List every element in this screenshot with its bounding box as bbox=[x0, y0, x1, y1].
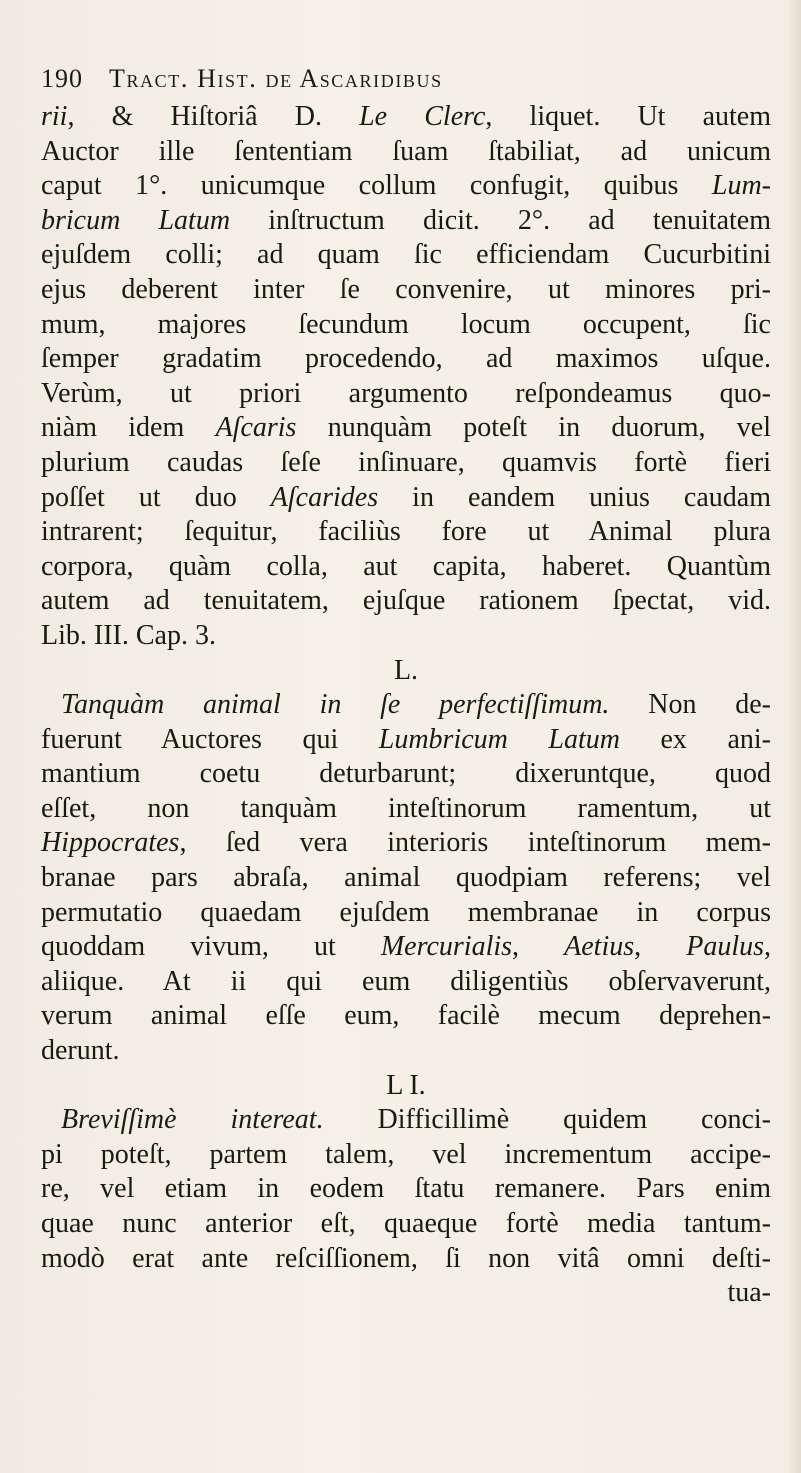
italic-text: Tanquàm animal in ſe perfectiſſimum. bbox=[61, 689, 610, 721]
text-run: quoddam vivum, ut bbox=[41, 931, 381, 963]
text-run: , bbox=[764, 931, 772, 963]
italic-text: rii bbox=[41, 101, 68, 132]
text-line bbox=[41, 584, 771, 619]
text-run: autem ad tenuitatem, ejuſque rationem ſpectat, vid. bbox=[41, 585, 771, 617]
text-run: mum, majores ſecundum locum occupent, ſic bbox=[41, 308, 771, 340]
text-line bbox=[41, 619, 771, 654]
text-run: in eandem unius caudam bbox=[378, 481, 771, 513]
text-run: ſemper gradatim procedendo, ad maximos uſque. bbox=[41, 343, 771, 375]
text-run: branae pars abraſa, animal quodpiam referens; vel bbox=[41, 862, 771, 894]
text-line bbox=[41, 308, 771, 343]
page-number: 190 bbox=[41, 64, 83, 93]
text-run: modò erat ante reſciſſionem, ſi non vitâ omni deſti- bbox=[41, 1242, 771, 1274]
running-title: Tract. Hist. de Ascaridibus bbox=[109, 64, 443, 93]
text-run: , ſed vera interioris inteſtinorum mem- bbox=[179, 827, 771, 859]
italic-text: Mercurialis bbox=[380, 931, 513, 963]
text-run: , bbox=[634, 931, 687, 963]
text-line bbox=[41, 896, 771, 931]
text-run: derunt. bbox=[41, 1035, 120, 1067]
italic-text: Aſcarides bbox=[270, 481, 379, 513]
text-run: Difficillimè quidem conci- bbox=[323, 1104, 771, 1136]
text-run: niàm idem bbox=[41, 412, 216, 444]
text-line bbox=[41, 792, 771, 827]
text-line bbox=[41, 930, 771, 965]
body-text bbox=[41, 100, 771, 1311]
text-line bbox=[41, 688, 771, 723]
text-line bbox=[41, 100, 771, 135]
text-run: , liquet. Ut autem bbox=[485, 101, 772, 132]
text-run: ejus deberent inter ſe convenire, ut minores pri- bbox=[41, 273, 771, 305]
text-run: corpora, quàm colla, aut capita, haberet. Quantùm bbox=[41, 550, 771, 582]
text-line bbox=[41, 550, 771, 585]
running-header bbox=[41, 64, 781, 98]
text-run: inſtructum dicit. 2°. ad tenuitatem bbox=[230, 204, 771, 236]
text-run: pi poteſt, partem talem, vel incrementum accipe- bbox=[41, 1138, 771, 1170]
text-run: fuerunt Auctores qui bbox=[41, 723, 379, 755]
italic-text: Paulus bbox=[686, 931, 765, 963]
text-run: caput 1°. unicumque collum confugit, quibus bbox=[41, 170, 712, 202]
text-line bbox=[41, 1138, 771, 1173]
text-line bbox=[41, 723, 771, 758]
italic-text: Lum- bbox=[711, 170, 771, 202]
text-line bbox=[41, 999, 771, 1034]
text-run: aliique. At ii qui eum diligentiùs obſervaverunt, bbox=[41, 965, 771, 997]
text-run: Auctor ille ſententiam ſuam ſtabiliat, ad unicum bbox=[41, 135, 771, 167]
italic-text: Hippocrates bbox=[41, 827, 180, 859]
text-run: quae nunc anterior eſt, quaeque fortè media tantum- bbox=[41, 1208, 771, 1239]
page-gutter-shadow bbox=[787, 0, 801, 1473]
text-line bbox=[41, 861, 771, 896]
section-heading-L: L. bbox=[393, 654, 419, 686]
text-line bbox=[41, 965, 771, 1000]
text-line bbox=[41, 1103, 771, 1138]
paragraph-section-L bbox=[41, 688, 771, 1069]
section-heading-LI: L I. bbox=[386, 1069, 426, 1101]
text-run: permutatio quaedam ejuſdem membranae in corpus bbox=[41, 896, 771, 928]
italic-text: Aetius bbox=[564, 931, 635, 963]
text-run: Lib. III. Cap. 3. bbox=[41, 619, 216, 651]
text-line bbox=[41, 515, 771, 550]
italic-text: bricum Latum bbox=[41, 204, 231, 236]
text-line bbox=[41, 757, 771, 792]
text-line bbox=[41, 481, 771, 516]
text-run: poſſet ut duo bbox=[41, 481, 271, 513]
text-line bbox=[41, 1242, 771, 1277]
text-line bbox=[41, 1034, 771, 1069]
text-run: plurium caudas ſeſe inſinuare, quamvis fortè fieri bbox=[41, 446, 771, 478]
text-run: nunquàm poteſt in duorum, vel bbox=[296, 412, 771, 444]
text-line bbox=[41, 238, 771, 273]
catchword: tua- bbox=[727, 1277, 771, 1309]
text-line bbox=[41, 169, 771, 204]
text-run: ejuſdem colli; ad quam ſic efficiendam Cucurbitini bbox=[41, 239, 771, 271]
text-line bbox=[41, 1207, 771, 1242]
text-line bbox=[41, 411, 771, 446]
paragraph-section-LI bbox=[41, 1103, 771, 1276]
text-line bbox=[41, 446, 771, 481]
text-run: ex ani- bbox=[619, 723, 771, 755]
text-line bbox=[41, 377, 771, 412]
text-run: mantium coetu deturbarunt; dixeruntque, quod bbox=[41, 758, 771, 790]
text-line bbox=[41, 826, 771, 861]
text-run: Non de- bbox=[609, 689, 771, 721]
italic-text: Aſcaris bbox=[215, 412, 297, 444]
paragraph-intro bbox=[41, 100, 771, 654]
italic-text: Le Clerc bbox=[359, 101, 486, 132]
text-run: , & Hiſtoriâ D. bbox=[67, 101, 360, 132]
italic-text: Lumbricum Latum bbox=[378, 723, 620, 755]
text-line bbox=[41, 204, 771, 239]
text-line bbox=[41, 135, 771, 170]
text-line bbox=[41, 273, 771, 308]
text-run: , bbox=[512, 931, 565, 963]
italic-text: Breviſſimè intereat. bbox=[61, 1104, 324, 1136]
text-line bbox=[41, 1172, 771, 1207]
text-run: verum animal eſſe eum, facilè mecum deprehen- bbox=[41, 1000, 771, 1032]
text-run: intrarent; ſequitur, faciliùs fore ut Animal plura bbox=[41, 516, 771, 548]
text-run: re, vel etiam in eodem ſtatu remanere. Pars enim bbox=[41, 1173, 771, 1205]
text-run: eſſet, non tanquàm inteſtinorum ramentum, ut bbox=[41, 792, 771, 824]
text-line bbox=[41, 342, 771, 377]
text-run: Verùm, ut priori argumento reſpondeamus quo- bbox=[41, 377, 771, 409]
